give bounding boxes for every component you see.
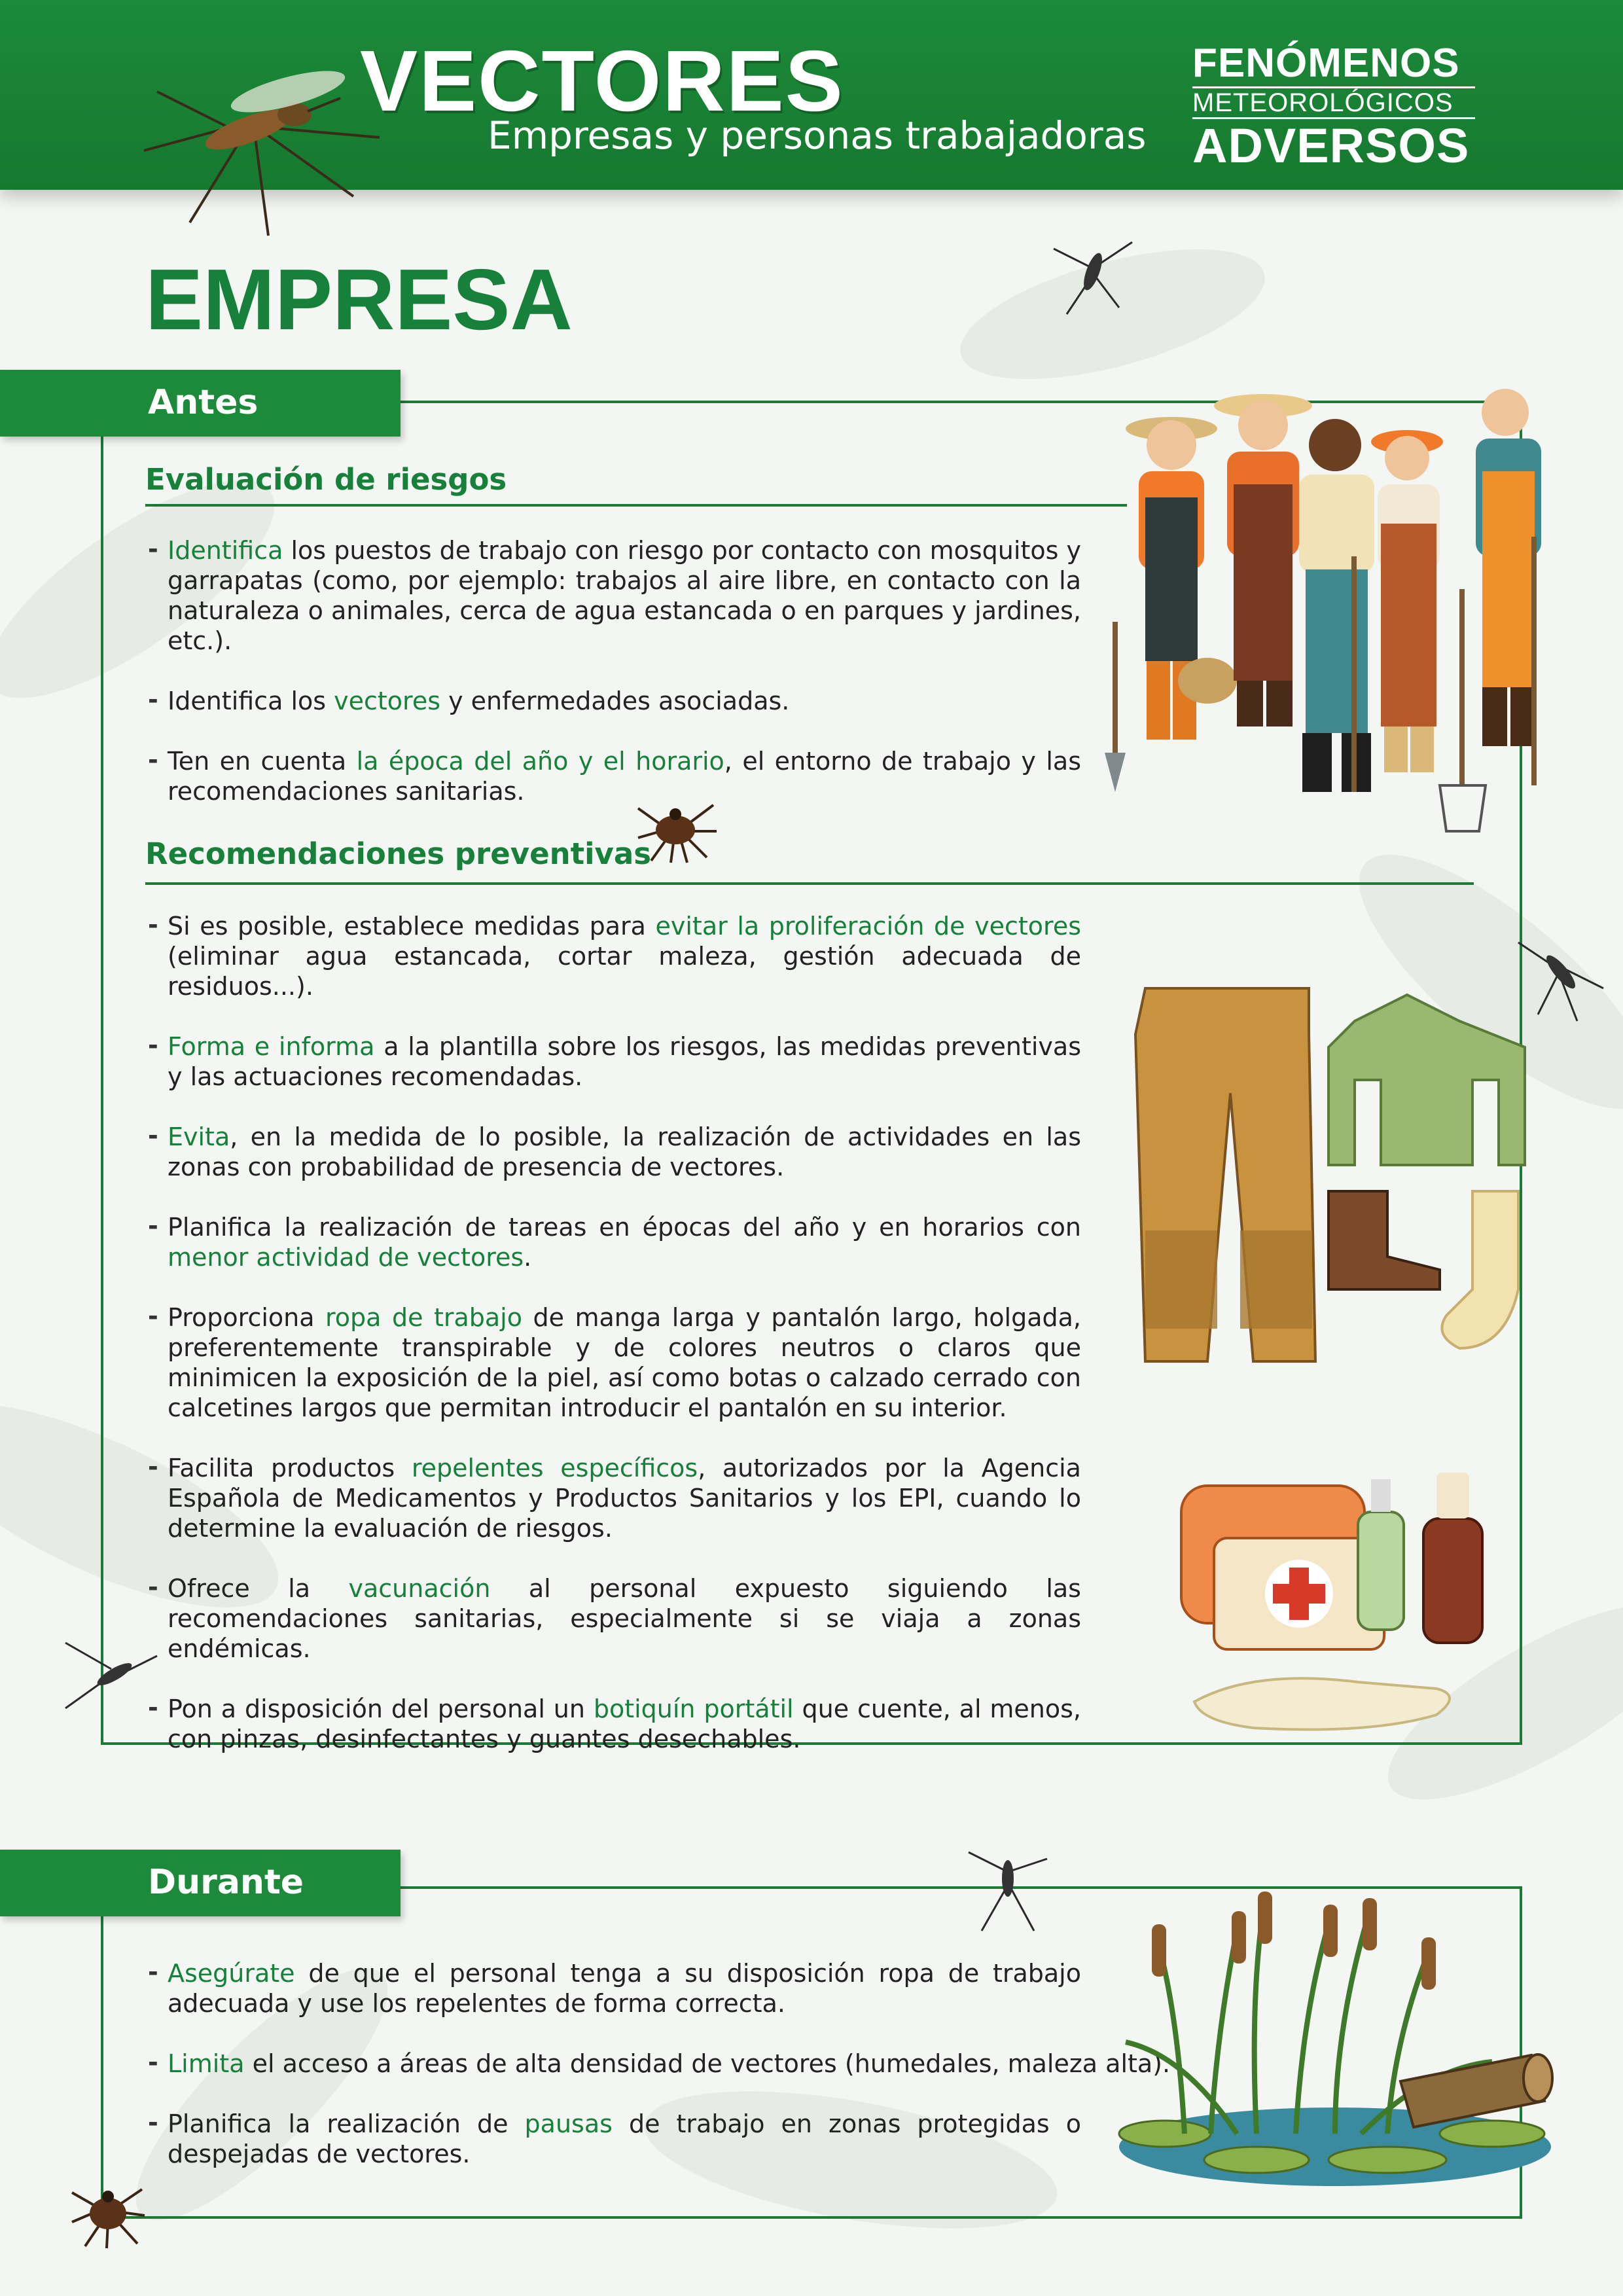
logo-line-1: FENÓMENOS bbox=[1192, 41, 1460, 86]
recomendaciones-heading: Recomendaciones preventivas bbox=[145, 836, 652, 871]
list-item: - Planifica la realización de tareas en épocas del año y en horarios con menor actividad de vectores. bbox=[148, 1212, 1081, 1272]
mosquito-icon bbox=[1512, 929, 1610, 1028]
logo bbox=[1192, 41, 1475, 173]
recomendaciones-rule bbox=[145, 882, 1474, 885]
clothing-illustration bbox=[1132, 982, 1538, 1374]
list-item: - Ofrece la vacunación al personal expuesto siguiendo las recomendaciones sanitarias, especialmente si se viaja a zonas endémicas. bbox=[148, 1573, 1081, 1664]
evaluacion-rule bbox=[145, 504, 1127, 507]
recomendaciones-list bbox=[148, 911, 1081, 1754]
durante-list bbox=[148, 1958, 1171, 2169]
list-item: - Planifica la realización de pausas de trabajo en zonas protegidas o despejadas de vectores. bbox=[148, 2109, 1081, 2169]
tab-antes-label: Antes bbox=[148, 383, 259, 422]
evaluacion-list bbox=[148, 535, 1081, 806]
list-item: - Forma e informa a la plantilla sobre los riesgos, las medidas preventivas y las actuaciones recomendadas. bbox=[148, 1031, 1081, 1092]
mosquito-icon bbox=[962, 1839, 1054, 1937]
workers-illustration bbox=[1073, 373, 1584, 844]
list-item: - Identifica los vectores y enfermedades asociadas. bbox=[148, 686, 1081, 716]
logo-line-3: ADVERSOS bbox=[1192, 118, 1470, 173]
mosquito-icon bbox=[52, 1630, 164, 1721]
tab-durante-label: Durante bbox=[148, 1863, 304, 1902]
tab-durante bbox=[0, 1850, 401, 1916]
list-item: - Facilita productos repelentes específicos, autorizados por la Agencia Española de Medicamentos y Productos Sanitarios y los EPI, cuando lo determine la evaluación de riesgos. bbox=[148, 1453, 1081, 1543]
list-item: - Evita, en la medida de lo posible, la realización de actividades en las zonas con probabilidad de presencia de vectores. bbox=[148, 1122, 1081, 1182]
mosquito-icon bbox=[1041, 229, 1145, 321]
list-item: - Si es posible, establece medidas para evitar la proliferación de vectores (eliminar agua estancada, cortar maleza, gestión adecuada de residuos...). bbox=[148, 911, 1081, 1001]
wetland-illustration bbox=[1086, 1885, 1584, 2199]
tick-icon bbox=[69, 2173, 147, 2251]
list-item: - Asegúrate de que el personal tenga a su disposición ropa de trabajo adecuada y use los repelentes de forma correcta. bbox=[148, 1958, 1081, 2018]
header-subtitle: Empresas y personas trabajadoras bbox=[488, 113, 1147, 158]
first-aid-illustration bbox=[1175, 1460, 1495, 1761]
evaluacion-heading: Evaluación de riesgos bbox=[145, 462, 507, 497]
list-item: - Identifica los puestos de trabajo con riesgo por contacto con mosquitos y garrapatas (como, por ejemplo: trabajos al aire libre, en contacto con la naturaleza o animales, cerca de agua estancada o en parques y jardines, etc.). bbox=[148, 535, 1081, 656]
logo-line-2: METEOROLÓGICOS bbox=[1192, 86, 1475, 119]
header-banner bbox=[0, 0, 1623, 190]
header-title: VECTORES bbox=[360, 33, 844, 129]
page-title: EMPRESA bbox=[145, 251, 573, 348]
tab-antes bbox=[0, 370, 401, 437]
mosquito-icon bbox=[118, 52, 393, 249]
list-item: - Proporciona ropa de trabajo de manga larga y pantalón largo, holgada, preferentemente transpirable y de colores neutros o claros que minimicen la exposición de la piel, así como botas o calzado cerrado con calcetines largos que permitan introducir el pantalón en su interior. bbox=[148, 1302, 1081, 1423]
tick-icon bbox=[635, 792, 720, 864]
list-item: - Pon a disposición del personal un botiquín portátil que cuente, al menos, con pinzas, desinfectantes y guantes desechables. bbox=[148, 1694, 1081, 1754]
list-item: - Limita el acceso a áreas de alta densidad de vectores (humedales, maleza alta). bbox=[148, 2049, 1081, 2079]
list-item: - Ten en cuenta la época del año y el horario, el entorno de trabajo y las recomendaciones sanitarias. bbox=[148, 746, 1081, 806]
